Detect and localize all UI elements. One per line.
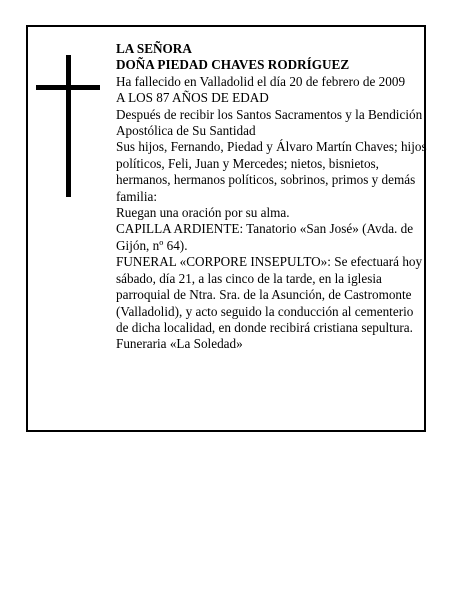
age-line: A LOS 87 AÑOS DE EDAD xyxy=(116,90,269,106)
deceased-name: DOÑA PIEDAD CHAVES RODRÍGUEZ xyxy=(116,57,350,73)
death-announcement: Ha fallecido en Valladolid el día 20 de febrero de 2009 xyxy=(116,73,406,89)
cross-icon xyxy=(36,55,100,197)
cross-vertical-bar xyxy=(66,55,71,197)
family-list: Sus hijos, Fernando, Piedad y Álvaro Martín Chaves; hijos políticos, Feli, Juan y Mercedes; nietos, bisnietos, hermanos, hermanos políticos, sobrinos, primos y demás familia: xyxy=(116,139,427,204)
funeral-home: Funeraria «La Soledad» xyxy=(116,336,243,352)
obituary-notice xyxy=(26,25,426,432)
chapel-info: CAPILLA ARDIENTE: Tanatorio «San José» (Avda. de Gijón, nº 64). xyxy=(116,221,414,253)
prayer-request: Ruegan una oración por su alma. xyxy=(116,205,290,221)
notice-body xyxy=(116,41,428,353)
funeral-info: FUNERAL «CORPORE INSEPULTO»: Se efectuará hoy sábado, día 21, a las cinco de la tarde, en la iglesia parroquial de Ntra. Sra. de la Asunción, de Castromonte (Valladolid), y acto seguido la conducción al cementerio de dicha localidad, en donde recibirá cristiana sepultura. xyxy=(116,254,423,335)
sacraments-line: Después de recibir los Santos Sacramentos y la Bendición Apostólica de Su Santidad xyxy=(116,106,423,139)
notice-heading: LA SEÑORA xyxy=(116,41,192,56)
cross-horizontal-bar xyxy=(36,85,100,90)
